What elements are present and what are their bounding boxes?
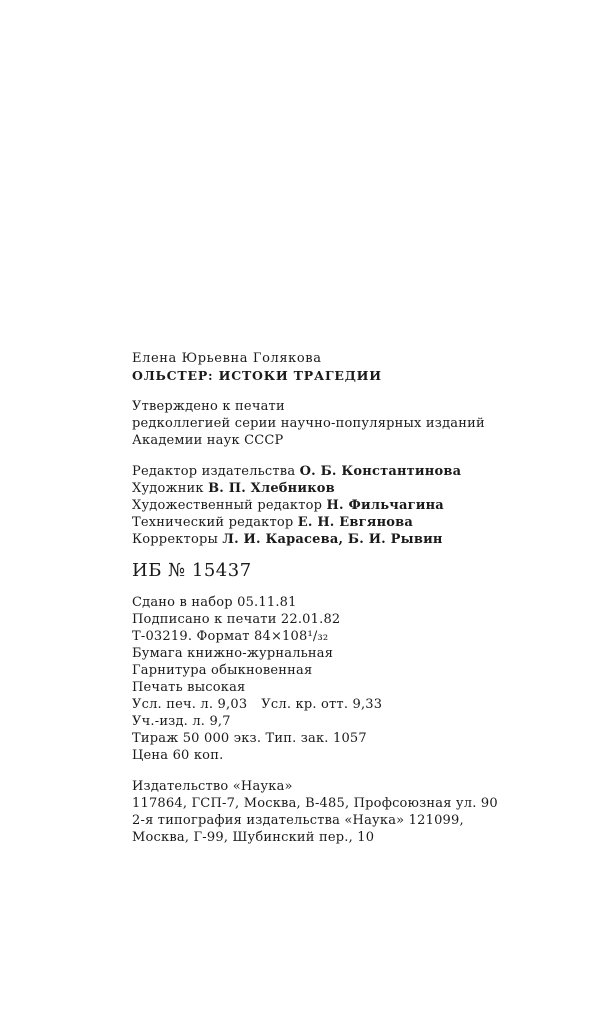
production-format: Т-03219. Формат 84×108¹/₃₂ (132, 629, 329, 644)
colophon (132, 350, 572, 846)
printer-name: 2-я типография издательства «Наука» 121099, (132, 813, 464, 828)
production-printing: Печать высокая (132, 680, 246, 695)
credit-editor (132, 463, 572, 480)
credits-block (132, 463, 572, 548)
credit-name: Л. И. Карасева, Б. И. Рывин (222, 532, 443, 547)
ib-number: ИБ № 15437 (132, 560, 252, 581)
production-signed: Подписано к печати 22.01.82 (132, 612, 341, 627)
credit-proofreaders (132, 531, 572, 548)
approval-block (132, 398, 572, 449)
approval-line: редколлегией серии научно-популярных изданий (132, 416, 485, 431)
approval-line: Академии наук СССР (132, 433, 284, 448)
credit-art-editor (132, 497, 572, 514)
production-sheets (132, 696, 572, 713)
production-block (132, 594, 572, 764)
credit-name: Н. Фильчагина (326, 498, 444, 513)
credit-name: В. П. Хлебников (208, 481, 335, 496)
production-print-run: Тираж 50 000 экз. Тип. зак. 1057 (132, 731, 367, 746)
publisher-address: 117864, ГСП-7, Москва, В-485, Профсоюзная ул. 90 (132, 796, 498, 811)
color-proofs: Усл. кр. отт. 9,33 (261, 697, 383, 712)
credit-name: О. Б. Константинова (299, 464, 462, 479)
credit-label: Редактор издательства (132, 464, 296, 479)
credit-label: Художник (132, 481, 204, 496)
production-typeface: Гарнитура обыкновенная (132, 663, 313, 678)
credit-name: Е. Н. Евгянова (297, 515, 414, 530)
production-paper: Бумага книжно-журнальная (132, 646, 334, 661)
author-name: Елена Юрьевна Голякова (132, 351, 322, 366)
printer-address: Москва, Г-99, Шубинский пер., 10 (132, 830, 375, 845)
credit-label: Корректоры (132, 532, 219, 547)
publisher-block (132, 778, 572, 846)
credit-label: Художественный редактор (132, 498, 323, 513)
credit-label: Технический редактор (132, 515, 294, 530)
publisher-name: Издательство «Наука» (132, 779, 293, 794)
print-sheets: Усл. печ. л. 9,03 (132, 697, 248, 712)
approval-line: Утверждено к печати (132, 399, 285, 414)
production-pub-sheets: Уч.-изд. л. 9,7 (132, 714, 231, 729)
credit-artist (132, 480, 572, 497)
production-price: Цена 60 коп. (132, 748, 224, 763)
book-title: ОЛЬСТЕР: ИСТОКИ ТРАГЕДИИ (132, 368, 382, 383)
credit-tech-editor (132, 514, 572, 531)
production-typeset: Сдано в набор 05.11.81 (132, 595, 297, 610)
